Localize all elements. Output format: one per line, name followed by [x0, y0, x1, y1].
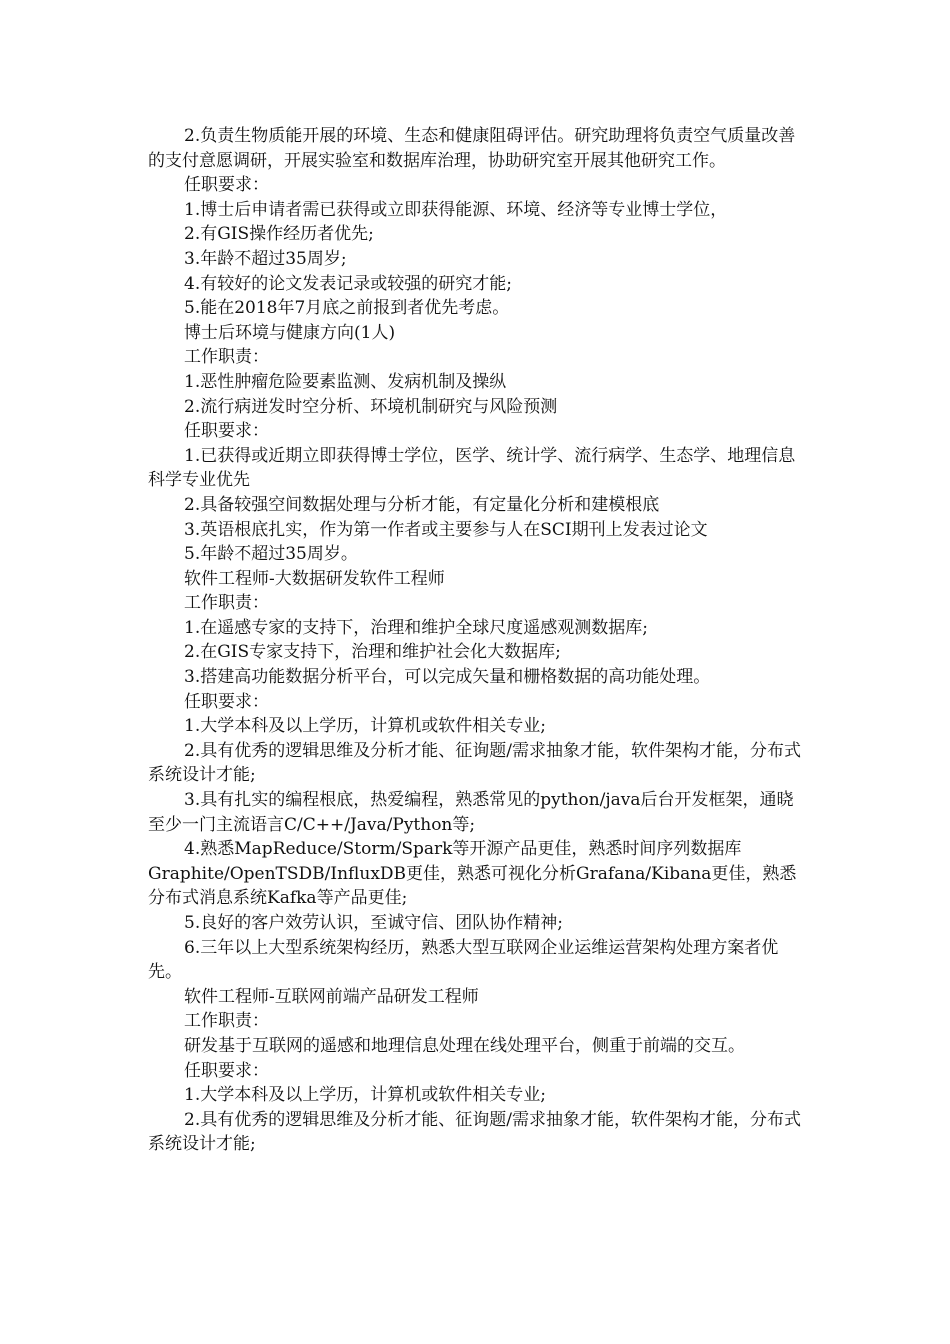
paragraph: 2.流行病迸发时空分析、环境机制研究与风险预测	[184, 396, 558, 417]
paragraph: 任职要求：	[184, 421, 269, 442]
paragraph: 1.大学本科及以上学历，计算机或软件相关专业;	[184, 1085, 546, 1106]
section-heading: 软件工程师-互联网前端产品研发工程师	[184, 986, 479, 1007]
paragraph: 研发基于互联网的遥感和地理信息处理在线处理平台，侧重于前端的交互。	[184, 1035, 745, 1056]
paragraph: 3.年龄不超过35周岁;	[184, 248, 347, 269]
paragraph: 2.具有优秀的逻辑思维及分析才能、征询题/需求抽象才能，软件架构才能，分布式系统设计才能;	[148, 740, 801, 786]
paragraph: 工作职责：	[184, 347, 269, 368]
paragraph: 任职要求：	[184, 691, 269, 712]
paragraph: 1.恶性肿瘤危险要素监测、发病机制及操纵	[184, 371, 507, 392]
paragraph: 5.能在2018年7月底之前报到者优先考虑。	[184, 298, 510, 319]
paragraph: 2.有GIS操作经历者优先;	[184, 224, 374, 245]
paragraph: 任职要求：	[184, 1060, 269, 1081]
paragraph: 工作职责：	[184, 593, 269, 614]
paragraph: 3.搭建高功能数据分析平台，可以完成矢量和栅格数据的高功能处理。	[184, 667, 711, 688]
paragraph: 2.负责生物质能开展的环境、生态和健康阻碍评估。研究助理将负责空气质量改善的支付意愿调研，开展实验室和数据库治理，协助研究室开展其他研究工作。	[148, 126, 796, 171]
document-body	[148, 124, 810, 1157]
paragraph: 1.大学本科及以上学历，计算机或软件相关专业;	[184, 716, 546, 737]
section-heading: 博士后环境与健康方向(1人)	[184, 322, 396, 343]
paragraph: 1.博士后申请者需已获得或立即获得能源、环境、经济等专业博士学位，	[184, 199, 728, 220]
paragraph: 3.英语根底扎实，作为第一作者或主要参与人在SCI期刊上发表过论文	[184, 519, 708, 540]
paragraph: 6.三年以上大型系统架构经历，熟悉大型互联网企业运维运营架构处理方案者优先。	[148, 937, 779, 983]
paragraph: 工作职责：	[184, 1011, 269, 1032]
paragraph: 3.具有扎实的编程根底，热爱编程，熟悉常见的python/java后台开发框架，通晓至少一门主流语言C/C++/Java/Python等;	[148, 790, 794, 835]
paragraph: 4.有较好的论文发表记录或较强的研究才能;	[184, 273, 512, 294]
paragraph: 5.良好的客户效劳认识，至诚守信、团队协作精神;	[184, 913, 563, 933]
paragraph: 2.具有优秀的逻辑思维及分析才能、征询题/需求抽象才能，软件架构才能，分布式系统设计才能;	[148, 1109, 801, 1155]
paragraph: 任职要求：	[184, 175, 269, 196]
paragraph: 5.年龄不超过35周岁。	[184, 544, 358, 565]
paragraph: 1.已获得或近期立即获得博士学位，医学、统计学、流行病学、生态学、地理信息科学专业优先	[148, 445, 796, 491]
paragraph: 2.在GIS专家支持下，治理和维护社会化大数据库;	[184, 642, 561, 663]
paragraph: 1.在遥感专家的支持下，治理和维护全球尺度遥感观测数据库;	[184, 617, 648, 638]
paragraph: 2.具备较强空间数据处理与分析才能，有定量化分析和建模根底	[184, 494, 660, 515]
section-heading: 软件工程师-大数据研发软件工程师	[184, 568, 445, 589]
paragraph: 4.熟悉MapReduce/Storm/Spark等开源产品更佳，熟悉时间序列数据库Graphite/OpenTSDB/InfluxDB更佳，熟悉可视化分析Grafana/Kibana更佳，熟悉分布式消息系统Kafka等产品更佳;	[148, 839, 797, 909]
